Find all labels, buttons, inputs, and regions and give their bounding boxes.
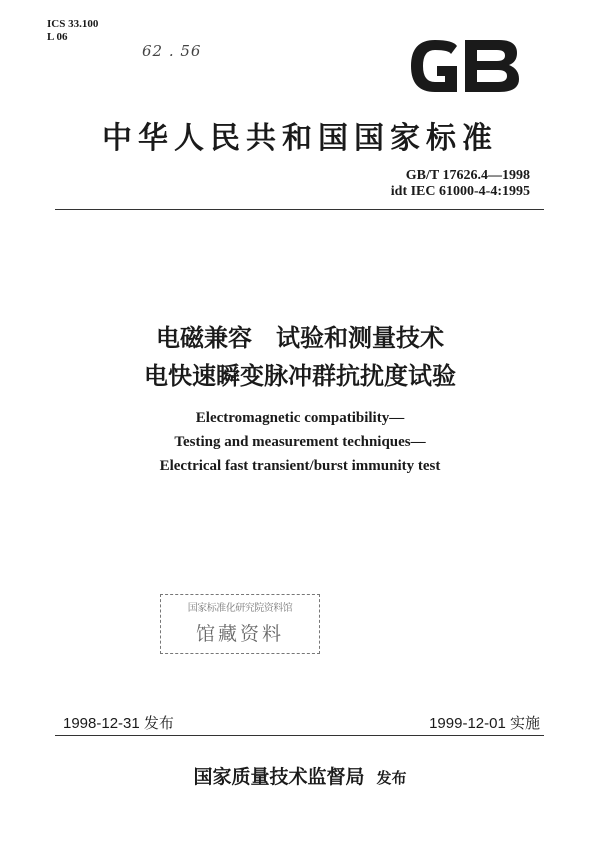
handwritten-note: 62 . 56 <box>142 42 202 60</box>
implement-date: 1999-12-01 实施 <box>429 715 540 732</box>
publish-date: 1998-12-31 发布 <box>63 715 174 732</box>
title-en-line1: Electromagnetic compatibility— <box>195 410 405 426</box>
stamp-line2: 馆藏资料 <box>195 623 284 645</box>
standard-number-block <box>391 168 530 200</box>
gb-number: GB/T 17626.4—1998 <box>405 168 530 183</box>
issuer <box>0 762 600 789</box>
stamp-line1: 国家标准化研究院资料馆 <box>187 603 293 614</box>
standard-title: 中华人民共和国国家标准 <box>102 121 498 156</box>
title-en-line3: Electrical fast transient/burst immunity test <box>159 458 441 474</box>
gb-logo-icon <box>405 36 525 96</box>
classification-codes <box>47 18 98 44</box>
issuer-suffix: 发布 <box>376 769 407 787</box>
ccs-code: L 06 <box>47 31 68 43</box>
title-cn-line1: 电磁兼容 试验和测量技术 <box>156 324 444 352</box>
issuer-name: 国家质量技术监督局 <box>193 766 365 788</box>
title-cn-line2: 电快速瞬变脉冲群抗扰度试验 <box>144 362 456 390</box>
title-en-line2: Testing and measurement techniques— <box>174 434 426 450</box>
bottom-divider <box>55 735 544 736</box>
idt-number: idt IEC 61000-4-4:1995 <box>390 184 530 199</box>
ics-code: ICS 33.100 <box>47 18 99 30</box>
gb-logo <box>405 36 525 96</box>
top-divider <box>55 209 544 210</box>
